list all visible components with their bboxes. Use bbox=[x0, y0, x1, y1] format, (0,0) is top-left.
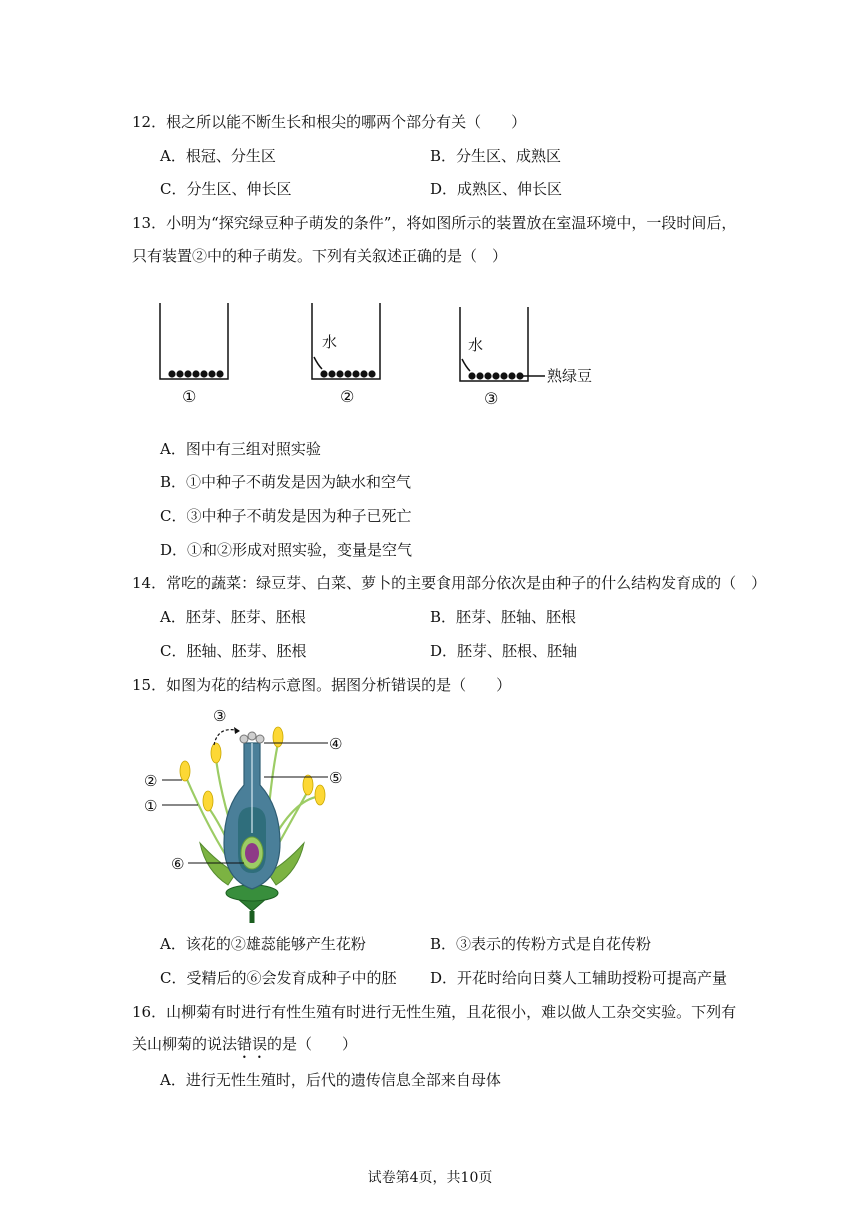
q13-option-a: A．图中有三组对照实验 bbox=[160, 440, 321, 458]
seeds-1 bbox=[168, 370, 223, 377]
q14-stem: 14．常吃的蔬菜：绿豆芽、白菜、萝卜的主要食用部分依次是由种子的什么结构发育成的（ ） bbox=[132, 574, 767, 592]
q13-option-d: D．①和②形成对照实验，变量是空气 bbox=[160, 541, 413, 559]
seeds-2 bbox=[320, 370, 375, 377]
cooked-bean-label: 熟绿豆 bbox=[547, 367, 593, 385]
q15-option-b: B．③表示的传粉方式是自花传粉 bbox=[430, 935, 652, 953]
q15-option-d: D．开花时给向日葵人工辅助授粉可提高产量 bbox=[430, 969, 728, 987]
q16-stem-pre: 关山柳菊的说法 bbox=[132, 1035, 238, 1053]
seeds-3 bbox=[468, 372, 523, 379]
q15-option-a: A．该花的②雄蕊能够产生花粉 bbox=[160, 935, 366, 953]
flower-label-2: ② bbox=[144, 772, 158, 790]
q13-stem-line2: 只有装置②中的种子萌发。下列有关叙述正确的是（ ） bbox=[132, 247, 508, 265]
q12-stem: 12．根之所以能不断生长和根尖的哪两个部分有关（ ） bbox=[132, 113, 527, 131]
q16-option-a: A．进行无性生殖时，后代的遗传信息全部来自母体 bbox=[160, 1071, 501, 1089]
q12-option-a: A．根冠、分生区 bbox=[160, 147, 276, 165]
q13-stem-line1: 13．小明为“探究绿豆种子萌发的条件”，将如图所示的装置放在室温环境中，一段时间后， bbox=[132, 214, 737, 232]
flower-label-4: ④ bbox=[329, 735, 343, 753]
flower-pistil bbox=[224, 732, 280, 889]
q15-flower-figure bbox=[140, 703, 365, 925]
q12-option-b: B．分生区、成熟区 bbox=[430, 147, 562, 165]
q15-stem: 15．如图为花的结构示意图。据图分析错误的是（ ） bbox=[132, 676, 512, 694]
water-label-3: 水 bbox=[468, 336, 484, 354]
q16-stem-emphasis: 错误 bbox=[237, 1035, 268, 1053]
beaker-label-2: ② bbox=[340, 387, 355, 406]
flower-label-6: ⑥ bbox=[171, 855, 185, 873]
q14-option-c: C．胚轴、胚芽、胚根 bbox=[160, 642, 307, 660]
q12-option-d: D．成熟区、伸长区 bbox=[430, 180, 563, 198]
q14-option-b: B．胚芽、胚轴、胚根 bbox=[430, 608, 577, 626]
flower-receptacle bbox=[226, 885, 278, 923]
q14-option-d: D．胚芽、胚根、胚轴 bbox=[430, 642, 578, 660]
beaker-1 bbox=[160, 303, 228, 379]
q16-stem-line2 bbox=[132, 1034, 357, 1062]
q12-option-c: C．分生区、伸长区 bbox=[160, 180, 292, 198]
q16-stem-line1: 16．山柳菊有时进行有性生殖有时进行无性生殖，且花很小，难以做人工杂交实验。下列有 bbox=[132, 1003, 737, 1021]
q13-beaker-figure bbox=[150, 295, 620, 415]
q14-option-a: A．胚芽、胚芽、胚根 bbox=[160, 608, 306, 626]
water-label-2: 水 bbox=[322, 333, 338, 351]
q13-option-b: B．①中种子不萌发是因为缺水和空气 bbox=[160, 473, 412, 491]
flower-label-5: ⑤ bbox=[329, 769, 343, 787]
flower-label-1: ① bbox=[144, 797, 158, 815]
q15-option-c: C．受精后的⑥会发育成种子中的胚 bbox=[160, 969, 397, 987]
q16-stem-post: 的是（ ） bbox=[267, 1035, 358, 1053]
page-footer: 试卷第4页，共10页 bbox=[367, 1170, 493, 1186]
q13-option-c: C．③中种子不萌发是因为种子已死亡 bbox=[160, 507, 412, 525]
flower-label-3: ③ bbox=[213, 707, 227, 725]
beaker-label-1: ① bbox=[182, 387, 197, 406]
beaker-label-3: ③ bbox=[484, 389, 499, 408]
